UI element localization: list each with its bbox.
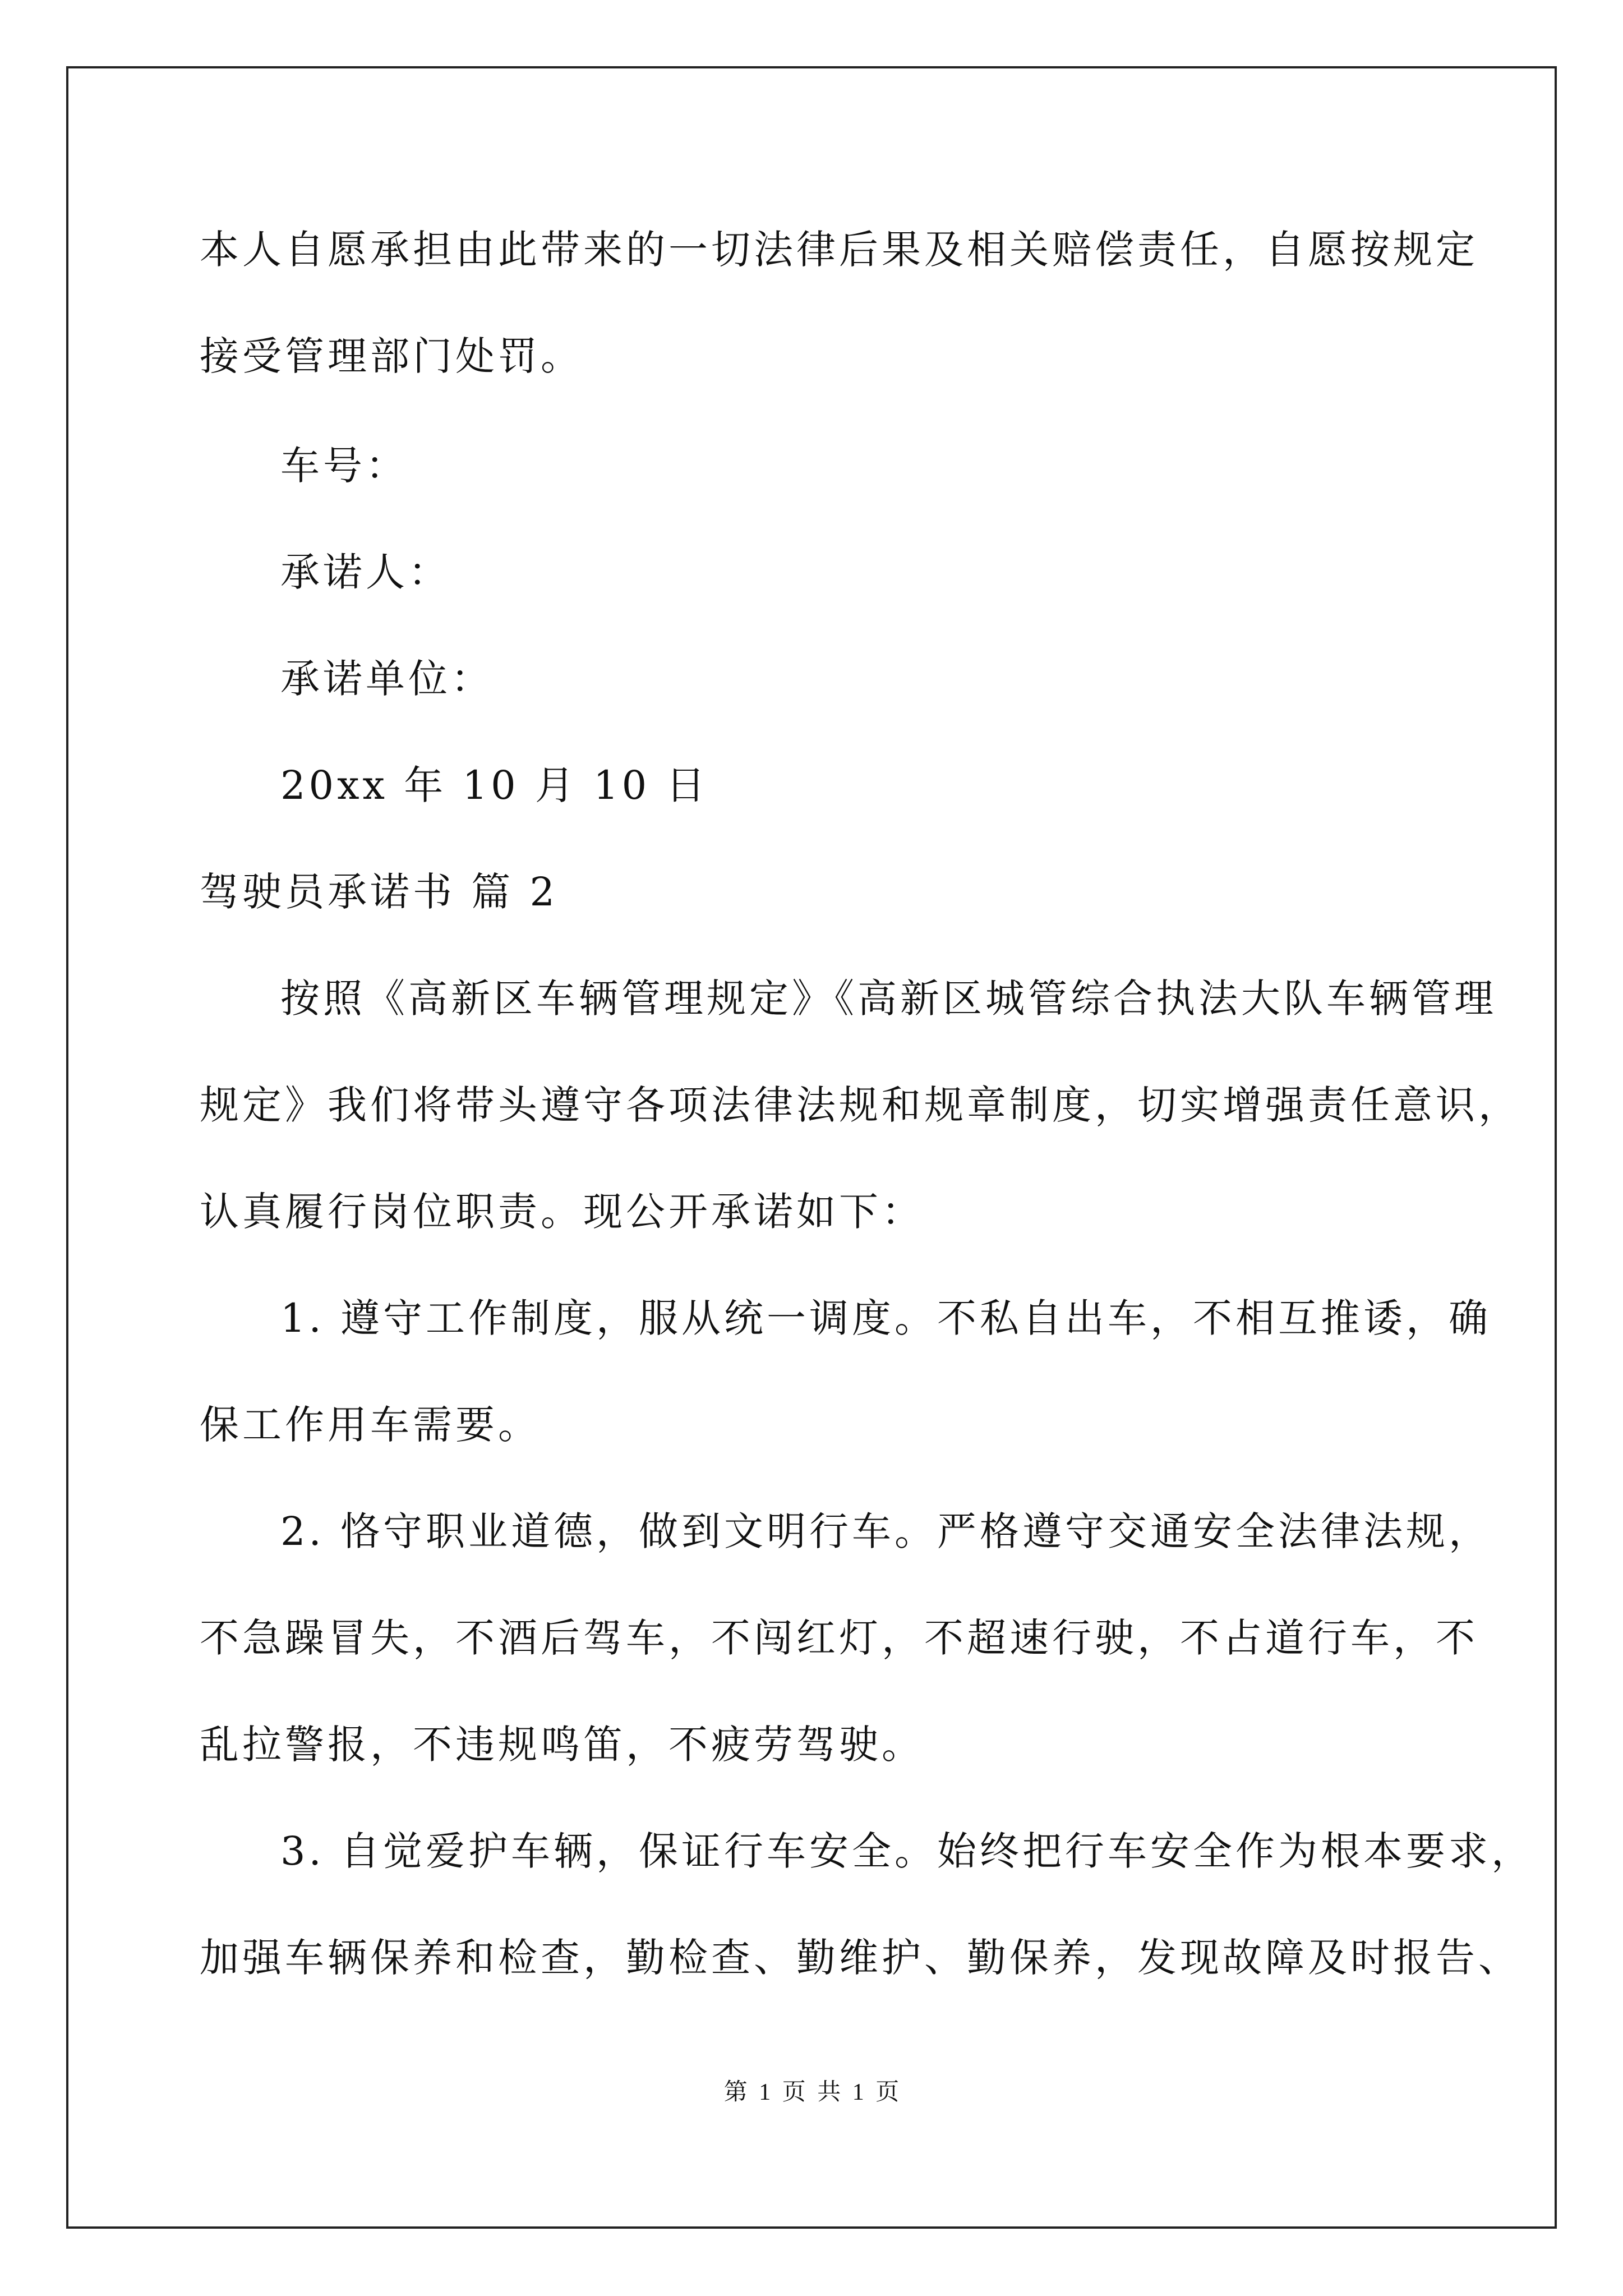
date-line: 20xx 年 10 月 10 日 — [280, 762, 709, 808]
paragraph-line: 保工作用车需要。 — [200, 1402, 541, 1448]
paragraph-line: 加强车辆保养和检查，勤检查、勤维护、勤保养，发现故障及时报告、 — [200, 1935, 1521, 1981]
paragraph-line: 不急躁冒失，不酒后驾车，不闯红灯，不超速行驶，不占道行车，不 — [200, 1615, 1478, 1661]
list-item-1: 1. 遵守工作制度，服从统一调度。不私自出车，不相互推诿，确 — [280, 1295, 1492, 1341]
paragraph-line: 本人自愿承担由此带来的一切法律后果及相关赔偿责任，自愿按规定 — [200, 227, 1478, 273]
page-border — [66, 66, 1557, 2229]
paragraph-line: 乱拉警报，不违规鸣笛，不疲劳驾驶。 — [200, 1722, 924, 1768]
field-promisor: 承诺人： — [280, 549, 451, 595]
list-item-2: 2. 恪守职业道德，做到文明行车。严格遵守交通安全法律法规， — [280, 1508, 1492, 1554]
paragraph-line: 接受管理部门处罚。 — [200, 333, 583, 379]
paragraph-line: 认真履行岗位职责。现公开承诺如下： — [200, 1189, 924, 1235]
page-number-footer: 第 1 页 共 1 页 — [723, 2079, 900, 2105]
section-heading: 驾驶员承诺书 篇 2 — [200, 869, 559, 915]
paragraph-line: 按照《高新区车辆管理规定》《高新区城管综合执法大队车辆管理 — [280, 976, 1497, 1022]
list-item-3: 3. 自觉爱护车辆，保证行车安全。始终把行车安全作为根本要求， — [280, 1828, 1534, 1874]
field-promisor-unit: 承诺单位： — [280, 656, 494, 702]
paragraph-line: 规定》我们将带头遵守各项法律法规和规章制度，切实增强责任意识， — [200, 1082, 1521, 1128]
field-vehicle-number: 车号： — [280, 443, 408, 489]
